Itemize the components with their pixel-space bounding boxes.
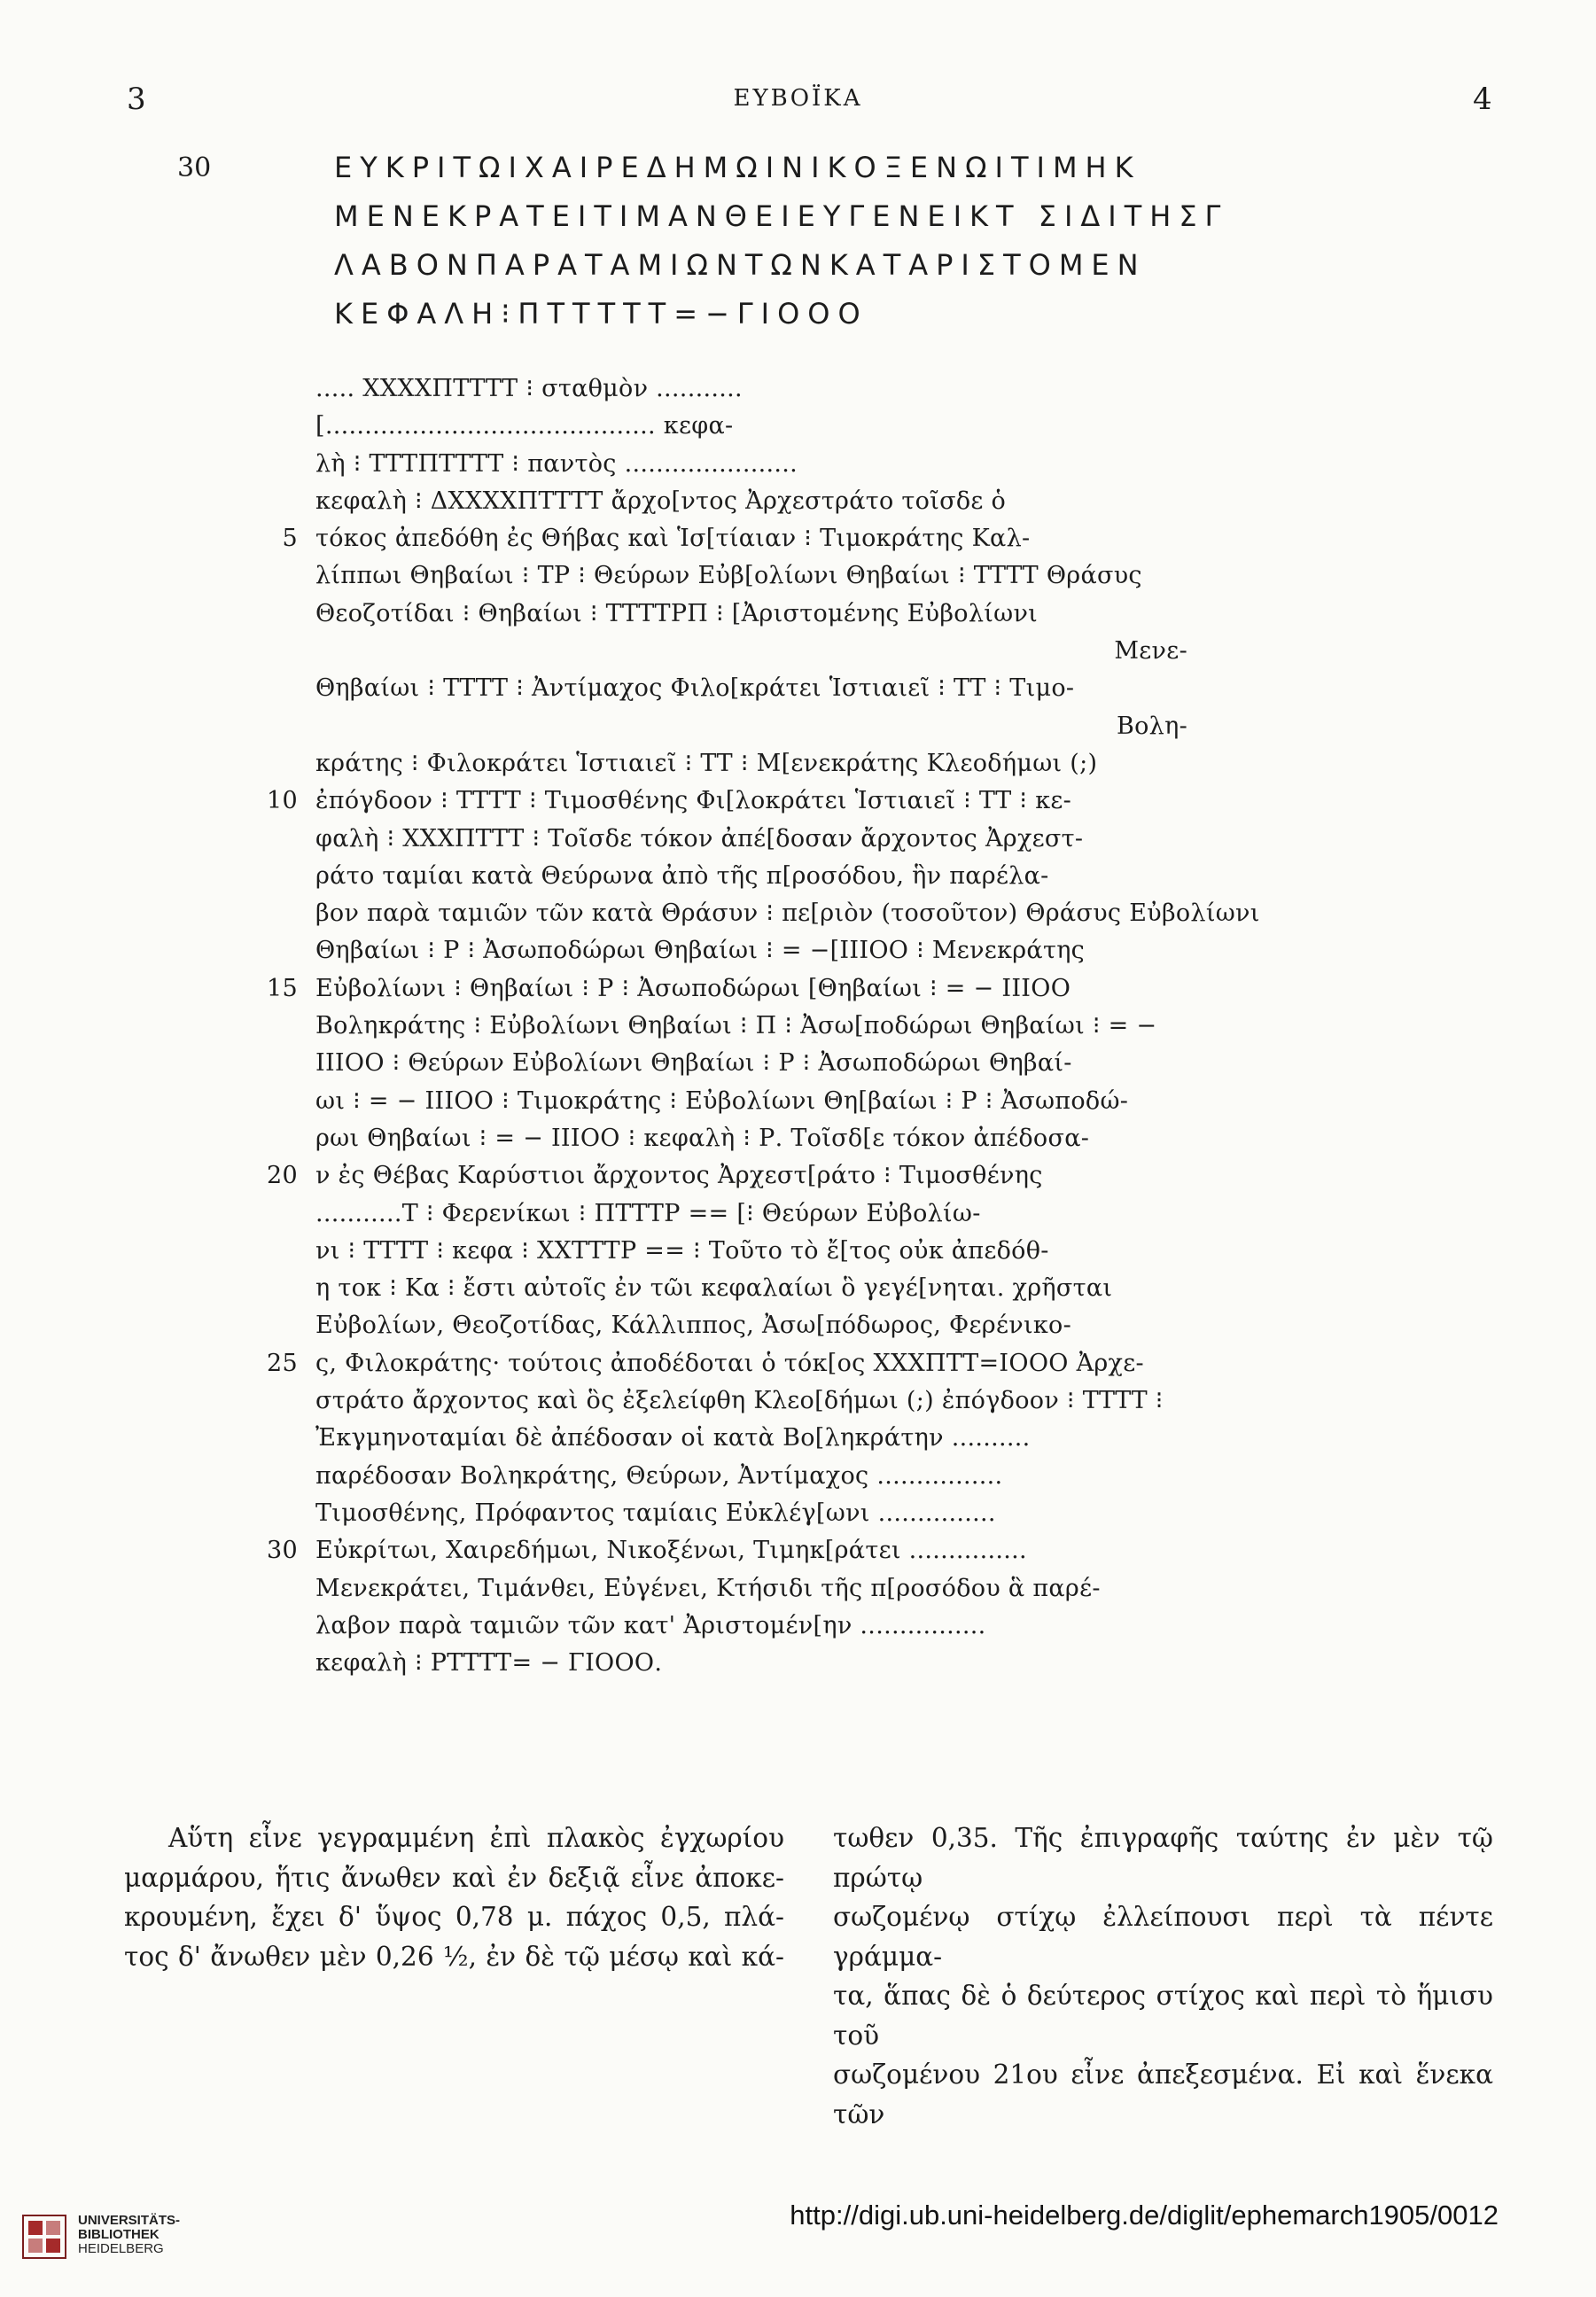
transcription-line: [266, 408, 1241, 445]
transcription-line: [266, 932, 1241, 969]
transcription-text: Θηβαίωι ⁝ Ρ ⁝ Ἀσωποδώρωι Θηβαίωι ⁝ = −[ΙΙΙΟΟ ⁝ Μενεκράτης: [315, 937, 1086, 965]
commentary-right-column: [833, 1818, 1493, 2134]
transcription-line: [266, 1458, 1241, 1495]
transcription-line: [266, 1532, 1241, 1569]
transcription-text: Μενε-: [1114, 637, 1187, 666]
transcription-text: λὴ ⁝ ΤΤΤΠΤΤΤΤ ⁝ παντὸς ......................: [315, 449, 798, 478]
transcription-text: ΙΙΙΟΟ ⁝ Θεύρων Εὐβολίωνι Θηβαίωι ⁝ Ρ ⁝ Ἀσωποδώρωι Θηβαί-: [315, 1049, 1072, 1078]
transcription-text: η τοκ ⁝ Κα ⁝ ἔστι αὐτοῖς ἐν τῶι κεφαλαίωι ὃ γεγέ[νηται. χρῆσται: [315, 1274, 1113, 1303]
transcription-text: ρωι Θηβαίωι ⁝ = − ΙΙΙΟΟ ⁝ κεφαλὴ ⁝ Ρ. Τοῖσδ[ε τόκον ἀπέδοσα-: [315, 1124, 1090, 1152]
transcription-line: [266, 1233, 1241, 1270]
running-title: ΕΥΒΟΪΚΑ: [733, 85, 863, 112]
line-number: 10: [267, 787, 298, 815]
transcription-text: Βολη-: [1116, 712, 1187, 740]
transcription-line: [266, 520, 1241, 557]
transcription-text: Εὐβολίωνι ⁝ Θηβαίωι ⁝ Ρ ⁝ Ἀσωποδώρωι [Θηβαίωι ⁝ = − ΙΙΙΟΟ: [315, 974, 1071, 1002]
transcription-line: [266, 446, 1241, 483]
transcription-line: [266, 596, 1241, 633]
transcription-line: [266, 1382, 1241, 1420]
transcription-line: [266, 370, 1241, 408]
commentary-line: Αὕτη εἶνε γεγραμμένη ἐπὶ πλακὸς ἐγχωρίου: [168, 1823, 784, 1853]
transcription-text: ..... ΧΧΧΧΠΤΤΤΤ ⁝ σταθμὸν ...........: [315, 375, 743, 402]
transcription-line: [266, 783, 1241, 820]
transcription-line: [266, 1157, 1241, 1195]
transcription-line: [266, 970, 1241, 1008]
inscription-text: ΛΑΒΟΝΠΑΡΑΤΑΜΙΩΝΤΩΝΚΑΤΑΡΙΣΤΟΜΕΝ: [334, 248, 1147, 282]
transcription-line: [266, 1420, 1241, 1457]
line-number: 5: [282, 525, 298, 553]
library-seal-icon: [21, 2214, 67, 2260]
transcription-text: λίππωι Θηβαίωι ⁝ ΤΡ ⁝ Θεύρων Εὐβ[ολίωνι Θηβαίωι ⁝ ΤΤΤΤ Θράσυς: [315, 562, 1142, 590]
transcription-line: [266, 1608, 1241, 1645]
transcription-text: λαβον παρὰ ταμιῶν τῶν κατ' Ἀριστομέν[ην ................: [315, 1611, 986, 1639]
majuscule-inscription: [177, 144, 1329, 339]
transcription-line: [266, 670, 1241, 707]
transcription-text: κράτης ⁝ Φιλοκράτει Ἱστιαιεῖ ⁝ ΤΤ ⁝ Μ[ενεκράτης Κλεοδήμωι (;): [315, 749, 1098, 777]
transcription-text: κεφαλὴ ⁝ ΔΧΧΧΧΠΤΤΤΤ ἄρχο[ντος Ἀρχεστράτο τοῖσδε ὁ: [315, 487, 1007, 515]
transcription-text: Βοληκράτης ⁝ Εὐβολίωνι Θηβαίωι ⁝ Π ⁝ Ἀσω[ποδώρωι Θηβαίωι ⁝ = −: [315, 1012, 1157, 1040]
transcription-line: [266, 1345, 1241, 1382]
transcription-line: [266, 483, 1241, 520]
transcription-line: [266, 895, 1260, 932]
minuscule-transcription: [266, 370, 1260, 1682]
inscription-text: ΜΕΝΕΚΡΑΤΕΙΤΙΜΑΝΘΕΙΕΥΓΕΝΕΙΚΤ ΣΙΔΙΤΗΣΓ: [334, 199, 1229, 233]
transcription-line: [266, 1495, 1241, 1532]
inscription-text: ΕΥΚΡΙΤΩΙΧΑΙΡΕΔΗΜΩΙΝΙΚΟΞΕΝΩΙΤΙΜΗΚ: [334, 151, 1141, 184]
footer: [0, 2169, 1596, 2297]
inscription-line: [177, 144, 1329, 192]
transcription-text: ἐπόγδοον ⁝ ΤΤΤΤ ⁝ Τιμοσθένης Φι[λοκράτει Ἱστιαιεῖ ⁝ ΤΤ ⁝ κε-: [315, 787, 1072, 815]
line-number: 25: [267, 1349, 298, 1377]
source-url[interactable]: http://digi.ub.uni-heidelberg.de/diglit/ephemarch1905/0012: [790, 2200, 1499, 2231]
transcription-line: [266, 1307, 1241, 1344]
inscription-line: [266, 290, 1329, 339]
transcription-text: Ἐκγμηνοταμίαι δὲ ἀπέδοσαν οἱ κατὰ Βο[ληκράτην ..........: [315, 1424, 1031, 1452]
commentary-line: τωθεν 0,35. Τῆς ἐπιγραφῆς ταύτης ἐν μὲν τῷ πρώτῳ: [833, 1823, 1493, 1893]
transcription-text: Εὐκρίτωι, Χαιρεδήμωι, Νικοξένωι, Τιμηκ[ράτει ...............: [315, 1537, 1027, 1565]
transcription-text: Θηβαίωι ⁝ ΤΤΤΤ ⁝ Ἀντίμαχος Φιλο[κράτει Ἱστιαιεῖ ⁝ ΤΤ ⁝ Τιμο-: [315, 674, 1075, 703]
transcription-text: νι ⁝ ΤΤΤΤ ⁝ κεφα ⁝ ΧΧΤΤΤΡ == ⁝ Τοῦτο τὸ ἔ[τος οὐκ ἀπεδόθ-: [315, 1236, 1049, 1265]
transcription-text: [.......................................... κεφα-: [315, 412, 734, 440]
transcription-text: Θεοζοτίδαι ⁝ Θηβαίωι ⁝ ΤΤΤΤΡΠ ⁝ [Ἀριστομένης Εὐβολίωνι: [315, 599, 1039, 627]
commentary-line: τος δ' ἄνωθεν μὲν 0,26 ½, ἐν δὲ τῷ μέσῳ καὶ κά-: [124, 1941, 784, 1972]
transcription-text: παρέδοσαν Βοληκράτης, Θεύρων, Ἀντίμαχος ................: [315, 1461, 1003, 1490]
transcription-text: ν ἐς Θέβας Καρύστιοι ἄρχοντος Ἀρχεστ[ράτο ⁝ Τιμοσθένης: [315, 1162, 1043, 1190]
transcription-line: [266, 1645, 1241, 1682]
line-number: 15: [267, 974, 298, 1002]
page-number-right: 4: [1473, 82, 1492, 117]
transcription-line: [266, 1570, 1241, 1608]
inscription-line: [266, 192, 1329, 241]
transcription-text: στράτο ἄρχοντος καὶ ὃς ἐξελείφθη Κλεο[δήμωι (;) ἐπόγδοον ⁝ ΤΤΤΤ ⁝: [315, 1387, 1164, 1415]
transcription-line: [266, 557, 1241, 595]
transcription-text: κεφαλὴ ⁝ ΡΤΤΤΤ= − ΓΙΟΟΟ.: [315, 1649, 663, 1678]
commentary-line: κρουμένη, ἔχει δ' ὕψος 0,78 μ. πάχος 0,5, πλά-: [124, 1902, 784, 1932]
library-name: UNIVERSITÄTS- BIBLIOTHEK HEIDELBERG: [78, 2213, 181, 2256]
transcription-line: [266, 1120, 1241, 1157]
transcription-line: [266, 1270, 1241, 1307]
transcription-line: [266, 1195, 1241, 1233]
transcription-text: Εὐβολίων, Θεοζοτίδας, Κάλλιππος, Ἀσω[πόδωρος, Φερένικο-: [315, 1312, 1071, 1340]
running-header: [0, 82, 1596, 117]
transcription-text: ...........Τ ⁝ Φερενίκωι ⁝ ΠΤΤΤΡ == [⁝ Θεύρων Εὐβολίω-: [315, 1199, 981, 1227]
transcription-text: ς, Φιλοκράτης· τούτοις ἀποδέδοται ὁ τόκ[ος ΧΧΧΠΤΤ=ΙΟΟΟ Ἀρχε-: [315, 1349, 1144, 1377]
transcription-text: ωι ⁝ = − ΙΙΙΟΟ ⁝ Τιμοκράτης ⁝ Εὐβολίωνι Θη[βαίωι ⁝ Ρ ⁝ Ἀσωποδώ-: [315, 1086, 1129, 1115]
line-number: 30: [177, 152, 212, 183]
transcription-line: [266, 1045, 1241, 1082]
transcription-text: φαλὴ ⁝ ΧΧΧΠΤΤΤ ⁝ Τοῖσδε τόκον ἀπέ[δοσαν ἄρχοντος Ἀρχεστ-: [315, 824, 1084, 853]
library-logo: [21, 2205, 199, 2267]
commentary-line: σωζομένῳ στίχῳ ἐλλείπουσι περὶ τὰ πέντε γράμμα-: [833, 1902, 1493, 1972]
transcription-line: [266, 858, 1241, 895]
transcription-line: [266, 745, 1241, 783]
transcription-line: [266, 1008, 1241, 1045]
commentary-line: σωζομένου 21ου εἶνε ἀπεξεσμένα. Εἰ καὶ ἕνεκα τῶν: [833, 2060, 1493, 2130]
inscription-text: ΚΕΦΑΛΗ⁝ΠΤΤΤΤΤ=−ΓΙΟΟΟ: [334, 297, 868, 331]
transcription-text: τόκος ἀπεδόθη ἐς Θήβας καὶ Ἱσ[τίαιαν ⁝ Τιμοκράτης Καλ-: [315, 525, 1031, 553]
inscription-line: [266, 241, 1329, 290]
page-number-left: 3: [127, 82, 146, 117]
transcription-text: ράτο ταμίαι κατὰ Θεύρωνα ἀπὸ τῆς π[ροσόδου, ἣν παρέλα-: [315, 861, 1049, 890]
commentary-line: μαρμάρου, ἥτις ἄνωθεν καὶ ἐν δεξιᾷ εἶνε ἀποκε-: [124, 1862, 784, 1893]
transcription-line: [266, 633, 1241, 670]
transcription-text: Μενεκράτει, Τιμάνθει, Εὐγένει, Κτήσιδι τῆς π[ροσόδου ἃ παρέ-: [315, 1574, 1101, 1602]
commentary-line: τα, ἅπας δὲ ὁ δεύτερος στίχος καὶ περὶ τὸ ἥμισυ τοῦ: [833, 1981, 1493, 2051]
transcription-line: [266, 821, 1241, 858]
line-number: 20: [267, 1162, 298, 1190]
transcription-line: [266, 1083, 1241, 1120]
transcription-text: Τιμοσθένης, Πρόφαντος ταμίαις Εὐκλέγ[ωνι ...............: [315, 1499, 996, 1527]
commentary-left-column: [124, 1818, 784, 1976]
transcription-line: [266, 708, 1241, 745]
line-number: 30: [267, 1537, 298, 1565]
transcription-text: βον παρὰ ταμιῶν τῶν κατὰ Θράσυν ⁝ πε[ριὸν (τοσοῦτον) Θράσυς Εὐβολίωνι: [315, 899, 1260, 928]
